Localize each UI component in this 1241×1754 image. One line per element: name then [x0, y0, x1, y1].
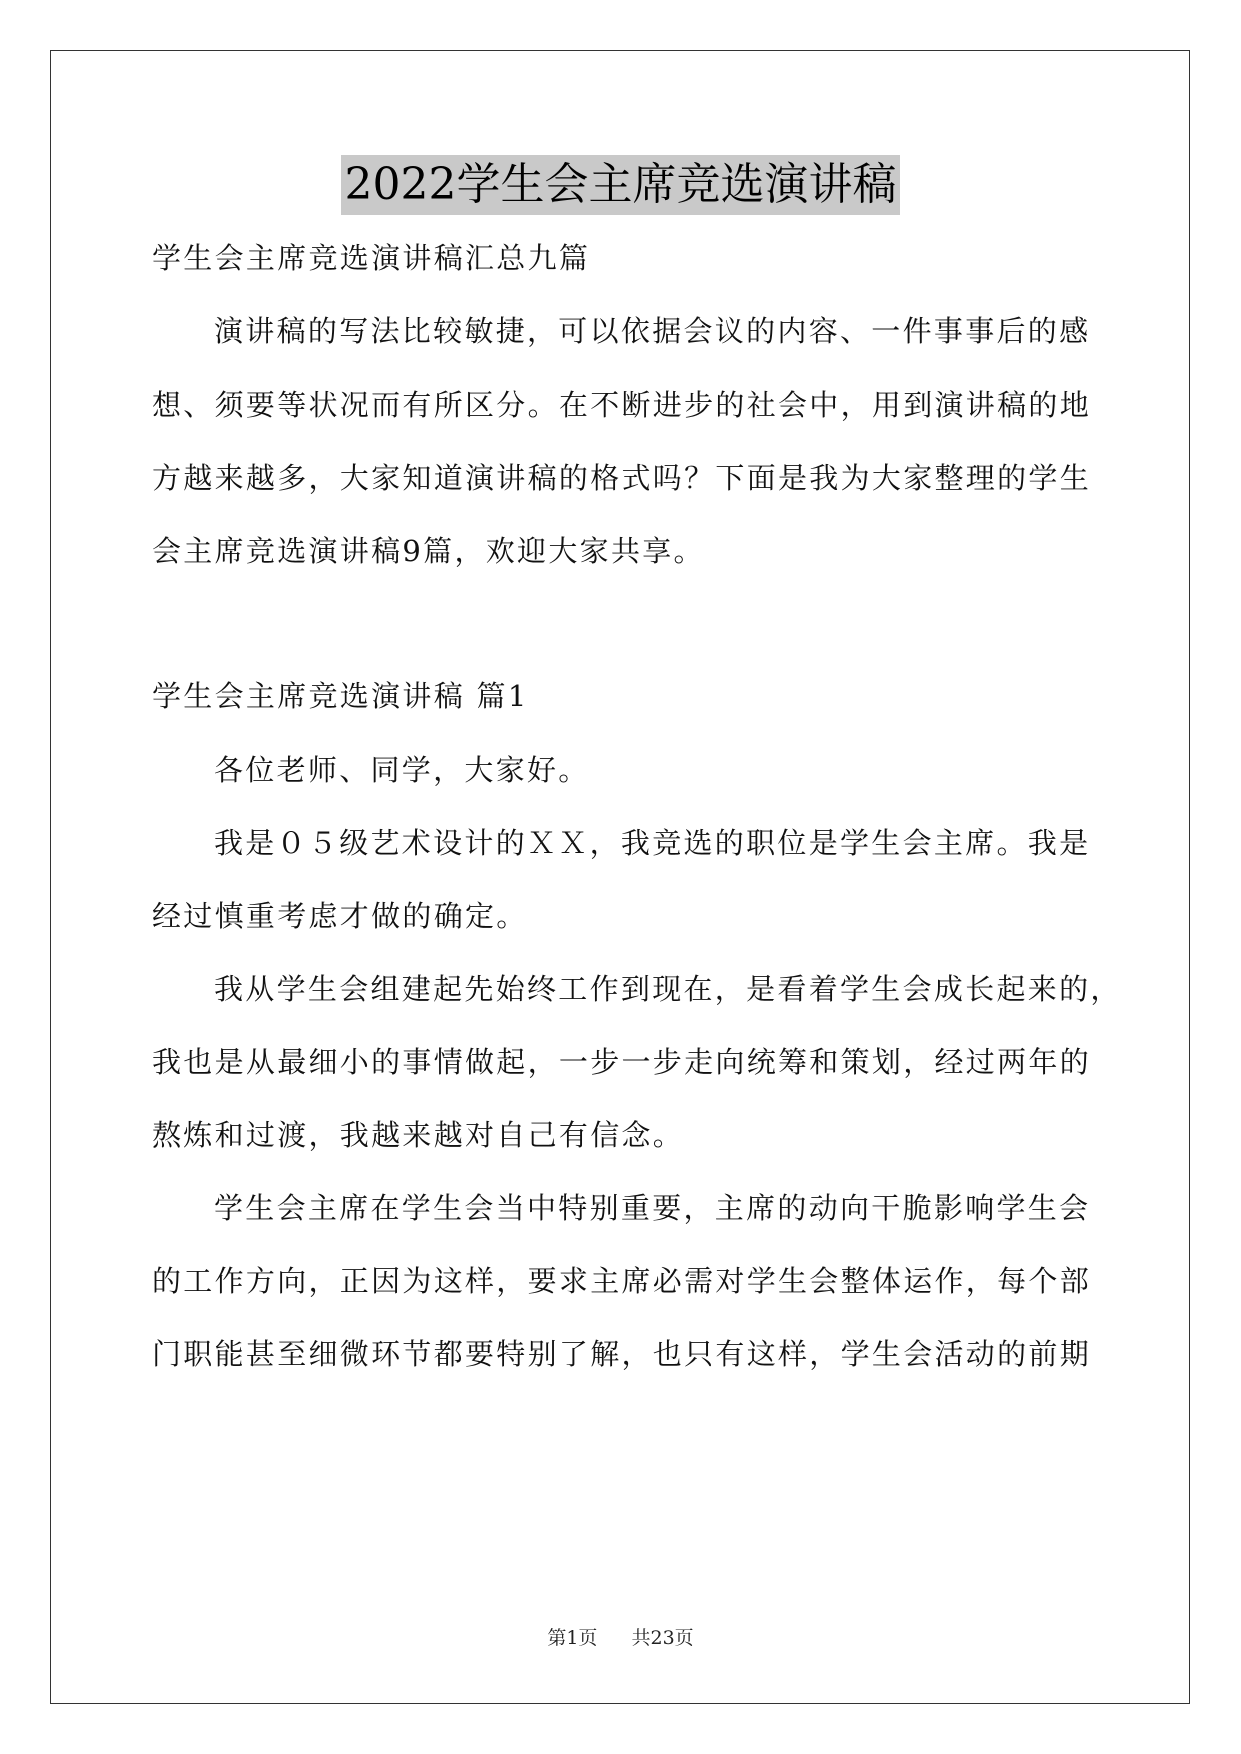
- page-footer: [0, 1625, 1241, 1651]
- title-area: [0, 155, 1241, 215]
- paragraph-line: 演讲稿的写法比较敏捷，可以依据会议的内容、一件事事后的感: [214, 314, 1091, 348]
- document-title: 2022学生会主席竞选演讲稿: [341, 155, 901, 215]
- paragraph-line: 学生会主席在学生会当中特别重要，主席的动向干脆影响学生会: [214, 1191, 1091, 1225]
- paragraph-line: 想、须要等状况而有所区分。在不断进步的社会中，用到演讲稿的地: [152, 388, 1092, 422]
- page-number: 第1页: [547, 1627, 598, 1649]
- paragraph-line: 各位老师、同学，大家好。: [214, 753, 590, 787]
- paragraph-line: 门职能甚至细微环节都要特别了解，也只有这样，学生会活动的前期: [152, 1337, 1092, 1371]
- paragraph-line: 的工作方向，正因为这样，要求主席必需对学生会整体运作，每个部: [152, 1264, 1092, 1298]
- section-heading: 学生会主席竞选演讲稿 篇1: [152, 679, 529, 713]
- paragraph-line: 我从学生会组建起先始终工作到现在，是看着学生会成长起来的，: [214, 972, 1122, 1006]
- paragraph-line: 会主席竞选演讲稿9篇，欢迎大家共享。: [152, 534, 705, 568]
- paragraph-line: 方越来越多，大家知道演讲稿的格式吗？下面是我为大家整理的学生: [152, 461, 1092, 495]
- paragraph-line: 熬炼和过渡，我越来越对自己有信念。: [152, 1118, 685, 1152]
- page-total: 共23页: [631, 1627, 694, 1649]
- paragraph-line: 我是０５级艺术设计的ＸＸ，我竞选的职位是学生会主席。我是: [214, 826, 1091, 860]
- document-subtitle: 学生会主席竞选演讲稿汇总九篇: [152, 241, 591, 275]
- page-border: [50, 50, 1190, 1704]
- paragraph-line: 我也是从最细小的事情做起，一步一步走向统筹和策划，经过两年的: [152, 1045, 1092, 1079]
- paragraph-line: 经过慎重考虑才做的确定。: [152, 899, 528, 933]
